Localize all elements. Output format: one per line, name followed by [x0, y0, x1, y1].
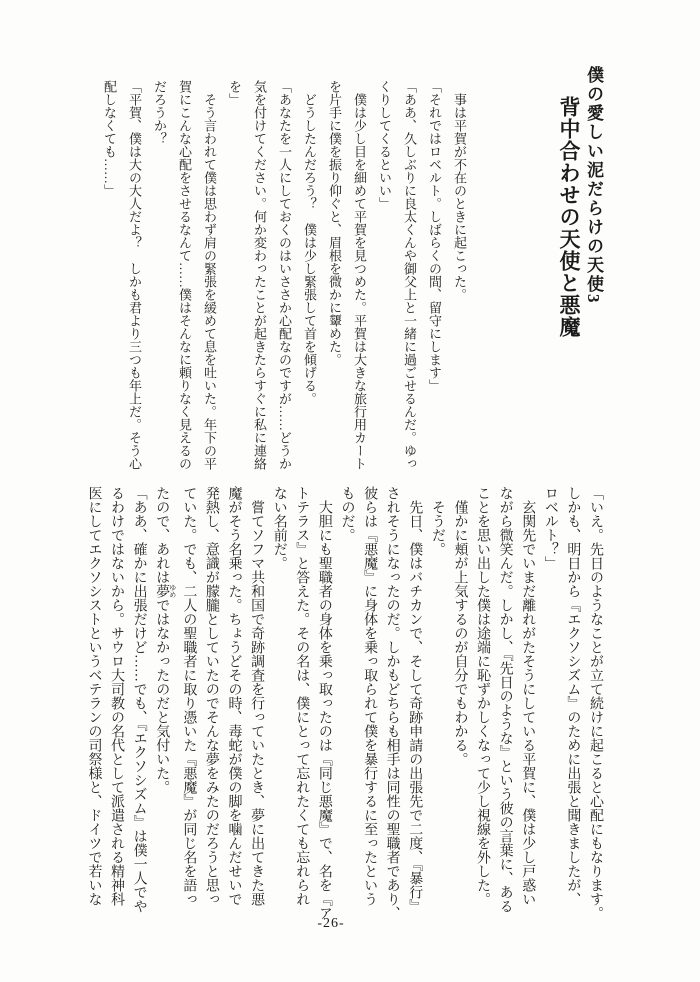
text-line: そう言われて僕は思わず肩の緊張を緩めて息を吐いた。年下の平	[202, 80, 217, 470]
text-line: 彼らは『悪魔』に身体を乗っ取られて僕を暴行するに至ったという	[362, 486, 378, 906]
text-line: るわけではないから。サウロ大司教の名代として派遣される精神科	[109, 486, 125, 906]
text-line: ものだ。	[339, 486, 355, 542]
text-line: ロベルト？」	[542, 486, 558, 570]
text-line: 僅かに頬が上気するのが自分でもわかる。	[452, 486, 468, 766]
text-line: 「平賀、僕は大の大人だよ？ しかも君より三つも年上だ。そう心	[127, 80, 142, 470]
bottom-text-block	[82, 486, 606, 924]
text-line: を」	[227, 80, 242, 106]
text-line: たので、あれは夢 ゆめではなかったのだと気付いた。	[154, 486, 177, 794]
text-line: 「あなたを一人にしておくのはいささか心配なのですが……どうか	[277, 80, 292, 470]
text-line: 「ああ、久しぶりに良太くんや御父上と一緒に過ごせるんだ。ゆっ	[402, 80, 417, 470]
text-line: 先日、僕はバチカンで、そして奇跡申請の出張先で二度、『暴行』	[407, 486, 423, 913]
chapter-title: 背中合わせの天使と悪魔	[557, 96, 581, 338]
text-line: そうだ。	[429, 486, 445, 556]
page-number: -26-	[317, 916, 345, 931]
text-line: 「それではロベルト。しばらくの間、留守にします」	[427, 80, 442, 392]
text-line: 事は平賀が不在のときに起こった。	[452, 80, 467, 301]
text-line: ていた。でも、二人の聖職者に取り憑いた『悪魔』が同じ名を語っ	[181, 486, 197, 906]
text-line: だろうか？	[152, 80, 167, 145]
text-line: どうしたんだろう？ 僕は少し緊張して首を傾げる。	[302, 80, 317, 405]
text-line: 気を付けてください。何か変わったことが起きたらすぐに私に連絡	[252, 80, 267, 470]
text-line: トテラス』と答えた。その名は、僕にとって忘れたくても忘れられ	[294, 486, 310, 906]
ruby-annotated-word: 夢 ゆめ	[154, 584, 177, 598]
text-line: 魔がそう名乗った。ちょうどその時、毒蛇が僕の脚を噛んだせいで	[226, 486, 242, 906]
text-line: 嘗てソフマ共和国で奇跡調査を行っていたとき、夢に出てきた悪	[249, 486, 265, 906]
text-line: 「いえ。先日のようなことが立て続けに起こると心配にもなります。	[588, 486, 603, 920]
text-line: 「ああ、確かに出張だけど……でも、『エクソシズム』は僕一人でや	[131, 486, 147, 913]
text-line: ない名前だ。	[271, 486, 287, 570]
text-line: 大胆にも聖職者の身体を乗っ取ったのは『同じ悪魔』で、名を『ア	[316, 486, 332, 920]
text-line: 配しなくても……」	[102, 80, 117, 197]
text-line: しかも、明日から『エクソシズム』のために出張と聞きましたが、	[565, 486, 581, 906]
text-line: 賀にこんな心配をさせるなんて……僕はそんなに頼りなく見えるの	[177, 80, 192, 470]
text-line: ことを思い出した僕は途端に恥ずかしくなって少し視線を外した。	[475, 486, 491, 906]
series-title: 僕の愛しい泥だらけの天使3	[584, 66, 603, 305]
text-line: 僕は少し目を細めて平賀を見つめた。平賀は大きな旅行用カート	[352, 80, 367, 470]
text-line: を片手に僕を振り仰ぐと、眉根を微かに顰めた。	[327, 80, 342, 366]
text-line: されそうになったのだ。しかもどちらも相手は同性の聖職者であり、	[384, 486, 400, 920]
text-line: ながら微笑んだ。しかし、『先日のような』という彼の言葉に、ある	[497, 486, 513, 913]
text-line: 医にしてエクソシストというベテランの司祭様と、ドイツで若いな	[86, 486, 102, 906]
top-text-block	[97, 80, 472, 480]
text-line: 発熱し、意識が朦朧としていたのでそんな夢をみたのだろうと思っ	[203, 486, 219, 906]
text-line: 玄関先でいまだ離れがたそうにしている平賀に、僕は少し戸惑い	[520, 486, 536, 906]
text-line: くりしてくるといい」	[377, 80, 392, 210]
